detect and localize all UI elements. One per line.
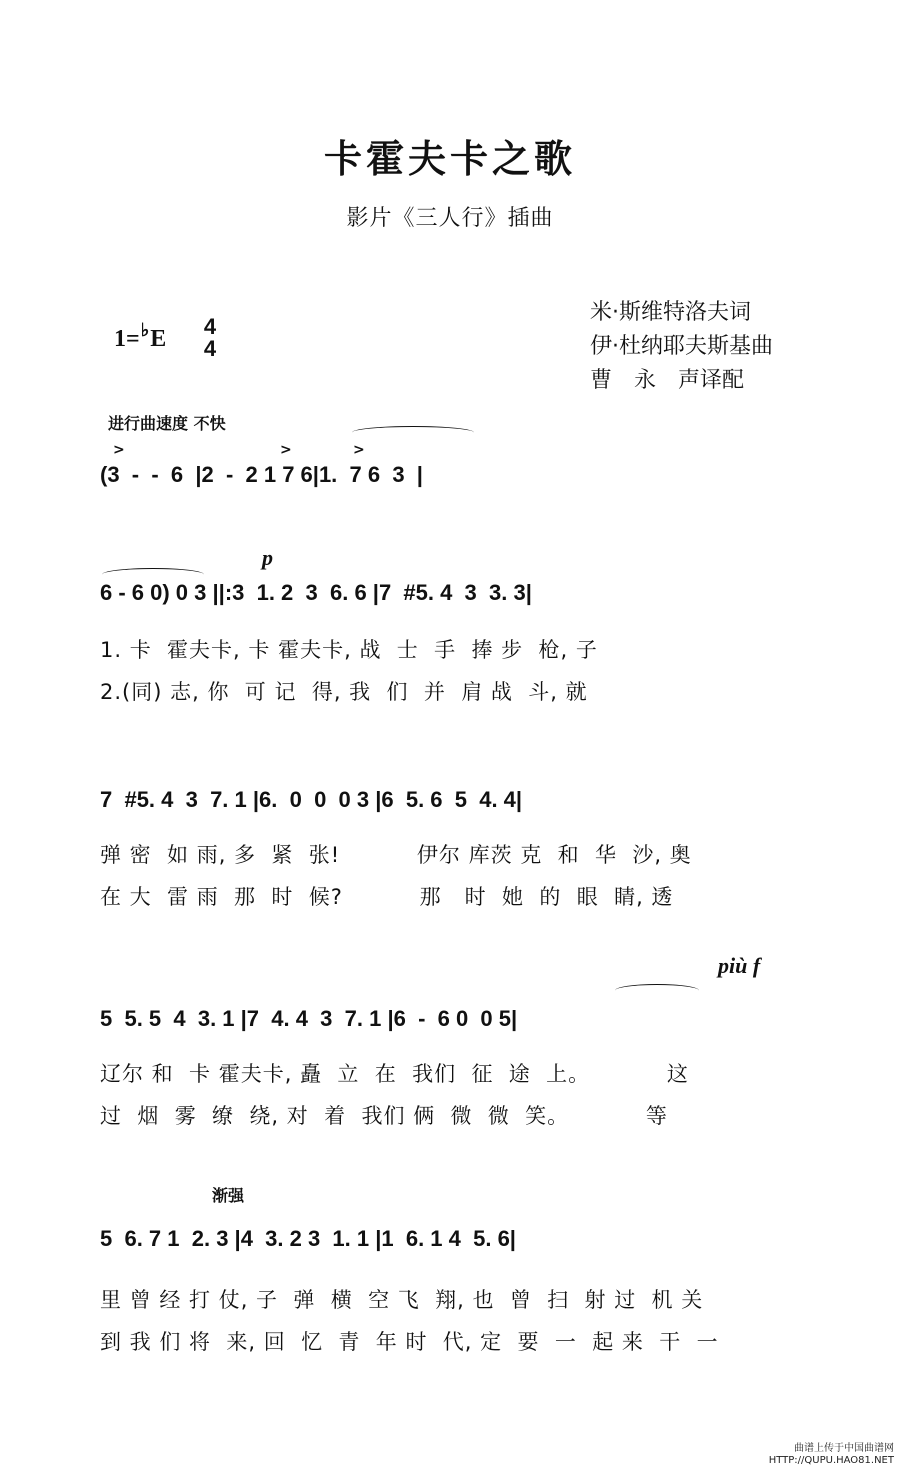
lyric-verse-2: 2.(同) 志, 你 可 记 得, 我 们 并 肩 战 斗, 就 [100,680,588,704]
time-signature [200,316,220,360]
flat-sign: ♭ [140,320,150,340]
lyric-verse-2: 到 我 们 将 来, 回 忆 青 年 时 代, 定 要 一 起 来 干 一 [100,1330,719,1354]
notation-line: 7 #5. 4 3 7. 1 |6. 0 0 0 3 |6 5. 6 5 4. 4| [100,787,523,812]
notation-line: 5 6. 7 1 2. 3 |4 3. 2 3 1. 1 |1 6. 1 4 5. 6| [100,1226,516,1251]
lyric-verse-2: 在 大 雷 雨 那 时 候? 那 时 她 的 眼 睛, 透 [100,885,674,909]
tie-slur [352,426,474,439]
song-title: 卡霍夫卡之歌 [323,136,576,181]
dynamic-piu-f: più f [718,953,761,978]
lyric-verse-1: 里 曾 经 打 仗, 子 弹 横 空 飞 翔, 也 曾 扫 射 过 机 关 [100,1288,704,1312]
accent-mark: > [280,442,292,458]
lyricist-credit: 米·斯维特洛夫词 [590,300,751,325]
composer-credit: 伊·杜纳耶夫斯基曲 [590,334,773,359]
notation-line: (3 - - 6 |2 - 2 1 7 6|1. 7 6 3 | [100,462,423,487]
lyric-verse-1: 弹 密 如 雨, 多 紧 张! 伊尔 库茨 克 和 华 沙, 奥 [100,843,692,867]
crescendo-marking: 渐强 [212,1186,245,1205]
accent-mark: > [353,442,365,458]
tie-slur [615,984,699,997]
key-prefix: 1= [114,326,140,352]
lyric-verse-1: 1. 卡 霍夫卡, 卡 霍夫卡, 战 士 手 捧 步 枪, 子 [100,638,598,662]
time-signature-top: 4 [203,314,217,339]
site-watermark: 曲谱上传于中国曲谱网 HTTP://QUPU.HAO81.NET [768,1443,894,1466]
song-subtitle: 影片《三人行》插曲 [346,206,554,231]
key-note: E [150,326,167,352]
tempo-marking: 进行曲速度 不快 [108,414,226,433]
accent-mark: > [113,442,125,458]
translator-credit: 曹 永 声译配 [590,368,745,393]
key-signature [114,320,167,353]
notation-line: 6 - 6 0) 0 3 ||:3 1. 2 3 6. 6 |7 #5. 4 3 3. 3| [100,580,532,605]
lyric-verse-2: 过 烟 雾 缭 绕, 对 着 我们 俩 微 微 笑。 等 [100,1104,668,1128]
notation-line: 5 5. 5 4 3. 1 |7 4. 4 3 7. 1 |6 - 6 0 0 5| [100,1006,518,1031]
dynamic-p: p [262,545,273,570]
credits [590,296,773,398]
time-signature-bottom: 4 [203,336,217,361]
lyric-verse-1: 辽尔 和 卡 霍夫卡, 矗 立 在 我们 征 途 上。 这 [100,1062,689,1086]
